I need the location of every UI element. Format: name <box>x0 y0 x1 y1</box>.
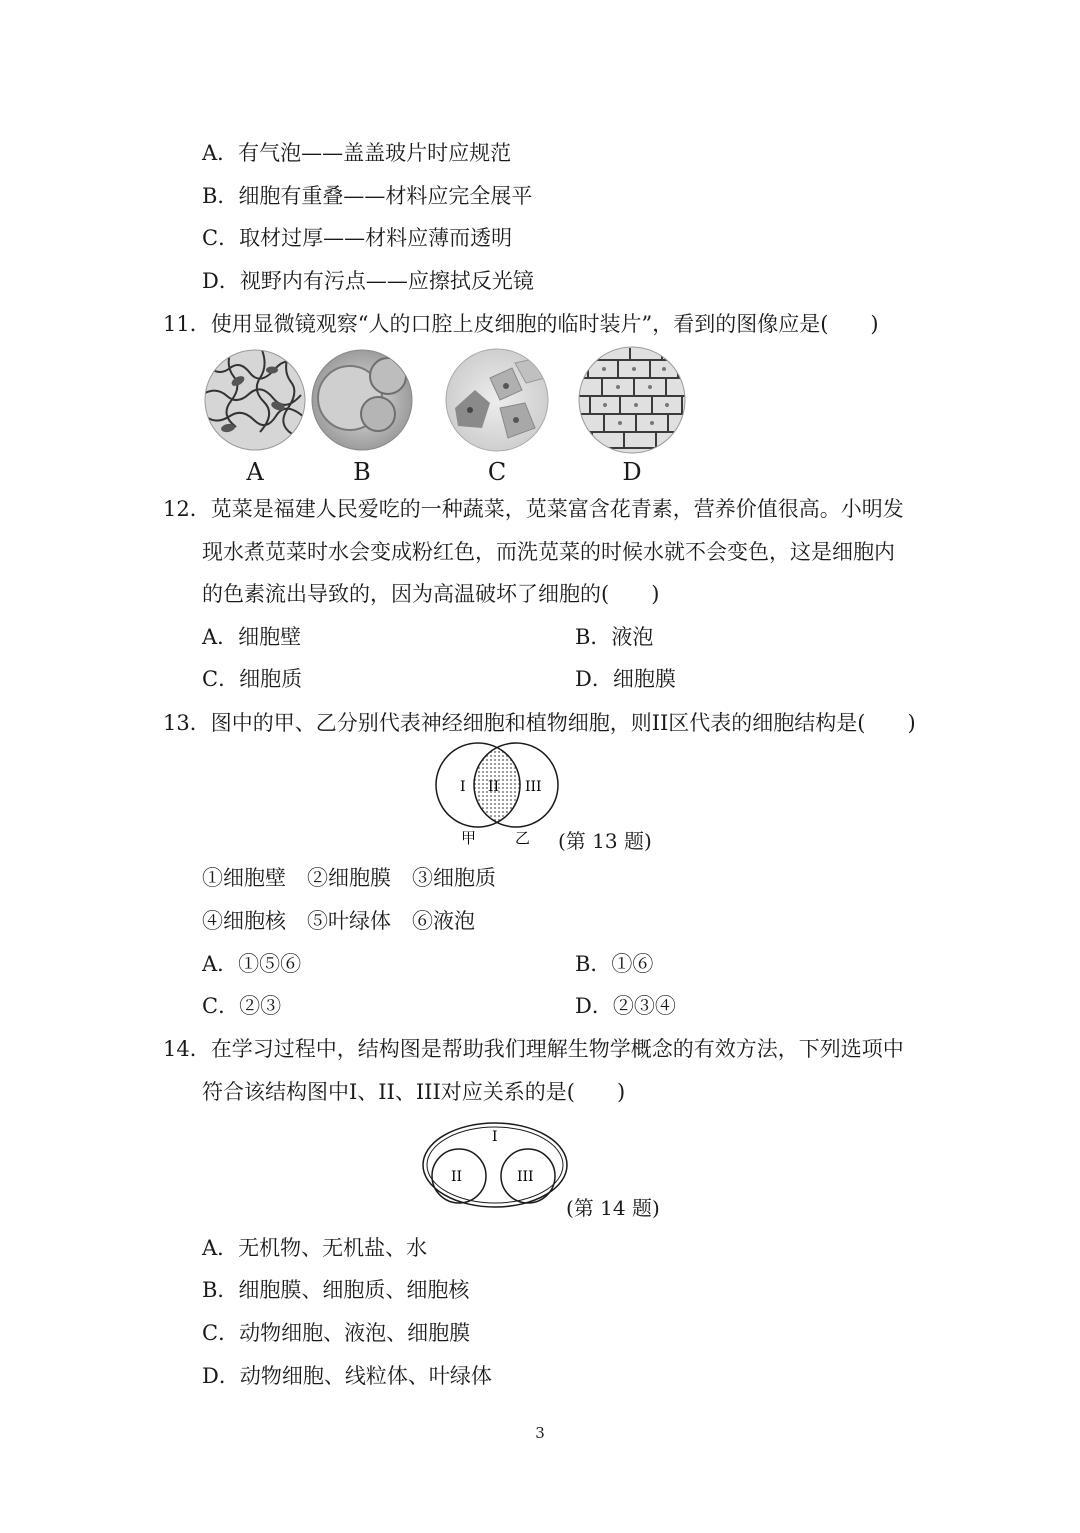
q14-option-a: A．无机物、无机盐、水 <box>202 1236 428 1260</box>
q14-option-b: B．细胞膜、细胞质、细胞核 <box>202 1278 470 1302</box>
q11-image-label-c: C <box>487 458 507 486</box>
q11-stem: 11．使用显微镜观察“人的口腔上皮细胞的临时装片”，看到的图像应是( ) <box>163 312 879 336</box>
venn-label-yi: 乙 <box>515 829 531 847</box>
q12-stem-line-3: 的色素流出导致的，因为高温破坏了细胞的( ) <box>202 582 660 606</box>
q11-micrograph-images <box>200 348 700 458</box>
q13-option-a: A．①⑤⑥ <box>202 952 302 976</box>
q10-option-a: A．有气泡——盖盖玻片时应规范 <box>202 141 512 165</box>
q13-items-line-1: ①细胞壁 ②细胞膜 ③细胞质 <box>202 866 496 890</box>
venn-label-jia: 甲 <box>461 829 477 847</box>
q13-option-c: C．②③ <box>202 994 282 1018</box>
micrograph-c-cheek-cells <box>446 349 548 451</box>
venn-region-1: I <box>460 779 466 795</box>
page-number: 3 <box>535 1424 545 1442</box>
micrograph-d-onion-cells <box>575 347 690 453</box>
venn-region-2: II <box>488 779 500 795</box>
q13-stem: 13．图中的甲、乙分别代表神经细胞和植物细胞，则II区代表的细胞结构是( ) <box>163 711 916 735</box>
q14-stem-line-2: 符合该结构图中I、II、III对应关系的是( ) <box>202 1080 626 1104</box>
venn-region-3: III <box>525 779 542 795</box>
q10-option-b: B．细胞有重叠——材料应完全展平 <box>202 184 533 208</box>
diagram-region-3: III <box>517 1169 534 1185</box>
q10-option-d: D．视野内有污点——应擦拭反光镜 <box>202 269 534 293</box>
q12-stem-line-2: 现水煮苋菜时水会变成粉红色，而洗苋菜的时候水就不会变色，这是细胞内 <box>202 540 895 564</box>
q14-caption: (第 14 题) <box>566 1196 660 1220</box>
q13-items-line-2: ④细胞核 ⑤叶绿体 ⑥液泡 <box>202 909 475 933</box>
q12-option-a: A．细胞壁 <box>202 625 302 649</box>
q14-option-d: D．动物细胞、线粒体、叶绿体 <box>202 1364 492 1388</box>
q14-nested-diagram <box>420 1120 570 1220</box>
diagram-region-1: I <box>492 1129 498 1145</box>
q14-option-c: C．动物细胞、液泡、细胞膜 <box>202 1321 471 1345</box>
q11-image-label-a: A <box>246 458 264 486</box>
q13-venn-diagram <box>425 742 565 852</box>
q13-caption: (第 13 题) <box>558 829 652 853</box>
micrograph-b-round-cells <box>312 350 412 450</box>
q14-stem-line-1: 14．在学习过程中，结构图是帮助我们理解生物学概念的有效方法，下列选项中 <box>163 1037 904 1061</box>
q13-option-b: B．①⑥ <box>575 952 654 976</box>
q12-option-c: C．细胞质 <box>202 667 303 691</box>
q12-option-b: B．液泡 <box>575 625 654 649</box>
q12-option-d: D．细胞膜 <box>575 667 676 691</box>
q13-option-d: D．②③④ <box>575 994 676 1018</box>
q12-stem-line-1: 12．苋菜是福建人民爱吃的一种蔬菜，苋菜富含花青素，营养价值很高。小明发 <box>163 497 904 521</box>
q11-image-label-d: D <box>622 458 642 486</box>
diagram-region-2: II <box>451 1169 463 1185</box>
q10-option-c: C．取材过厚——材料应薄而透明 <box>202 226 513 250</box>
q11-image-label-b: B <box>353 458 371 486</box>
